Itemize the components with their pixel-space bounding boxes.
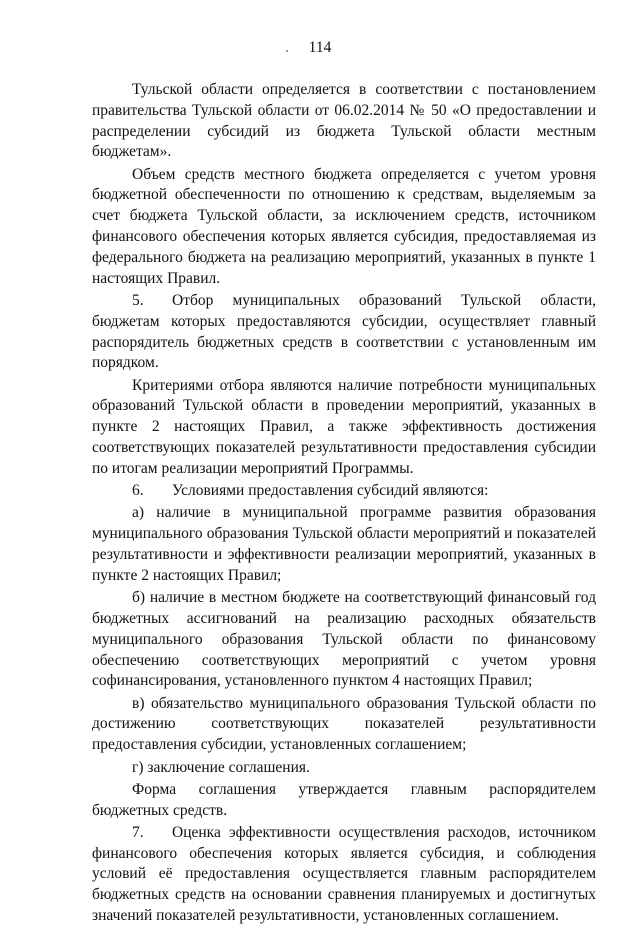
paragraph-text: а) наличие в муниципальной программе развития образования муниципального образования Тульской области мероприятий и показателей результативности и эффективности реализации мероприятий, указанных в пункте 2 настоящих Правил; bbox=[92, 504, 596, 584]
paragraph-number: 7. bbox=[132, 823, 144, 841]
paragraph-number: 5. bbox=[132, 291, 144, 309]
paragraph-text: Тульской области определяется в соответствии с постановлением правительства Тульской области от 06.02.2014 № 50 «О предоставлении и распределении субсидий из бюджета Тульской области местным бюджетам». bbox=[92, 81, 596, 161]
paragraph bbox=[92, 758, 596, 779]
paragraph-text: Форма соглашения утверждается главным распорядителем бюджетных средств. bbox=[92, 780, 596, 819]
paragraph bbox=[92, 165, 596, 290]
paragraph-text: Объем средств местного бюджета определяется с учетом уровня бюджетной обеспеченности по отношению к средствам, выделяемым за счет бюджета Тульской области, за исключением средств, источником финансового обеспечения которых является субсидия, предоставляемая из федерального бюджета на реализацию мероприятий, указанных в пункте 1 настоящих Правил. bbox=[92, 165, 596, 287]
paragraph-text: г) заключение соглашения. bbox=[132, 758, 310, 776]
paragraph-text: в) обязательство муниципального образования Тульской области по достижению соответствующих показателей результативности предоставления субсидии, установленных соглашением; bbox=[92, 694, 596, 754]
paragraph-number: 6. bbox=[132, 482, 144, 500]
paragraph-text: Критериями отбора являются наличие потребности муниципальных образований Тульской области в проведении мероприятий, указанных в пункте 2 настоящих Правил, а также эффективность достижения соответствующих показателей результативности предоставления субсидии по итогам реализации мероприятий Программы. bbox=[92, 376, 596, 477]
paragraph bbox=[92, 694, 596, 756]
paragraph bbox=[92, 823, 596, 927]
document-body bbox=[92, 80, 596, 928]
paragraph-text: Условиями предоставления субсидий являются: bbox=[172, 482, 489, 500]
paragraph bbox=[92, 481, 596, 502]
paragraph bbox=[92, 503, 596, 586]
paragraph-text: Оценка эффективности осуществления расходов, источником финансового обеспечения которых является субсидия, и соблюдения условий её предоставления осуществляется главным распорядителем бюджетных средств на основании сравнения планируемых и достигнутых значений показателей результативности, установленных соглашением. bbox=[92, 823, 596, 925]
paragraph-text: б) наличие в местном бюджете на соответствующий финансовый год бюджетных ассигнований на реализацию расходных обязательств муниципального образования Тульской области по финансовому обеспечению соответствующих мероприятий с учетом уровня софинансирования, установленного пунктом 4 настоящих Правил; bbox=[92, 589, 596, 690]
paragraph bbox=[92, 80, 596, 163]
paragraph bbox=[92, 780, 596, 822]
scan-speck bbox=[286, 50, 288, 52]
paragraph-text: Отбор муниципальных образований Тульской области, бюджетам которых предоставляются субсидии, осуществляет главный распорядитель бюджетных средств в соответствии с установленным им порядком. bbox=[92, 291, 596, 372]
paragraph bbox=[92, 291, 596, 374]
page-number: 114 bbox=[308, 39, 332, 56]
paragraph bbox=[92, 376, 596, 480]
paragraph bbox=[92, 588, 596, 692]
